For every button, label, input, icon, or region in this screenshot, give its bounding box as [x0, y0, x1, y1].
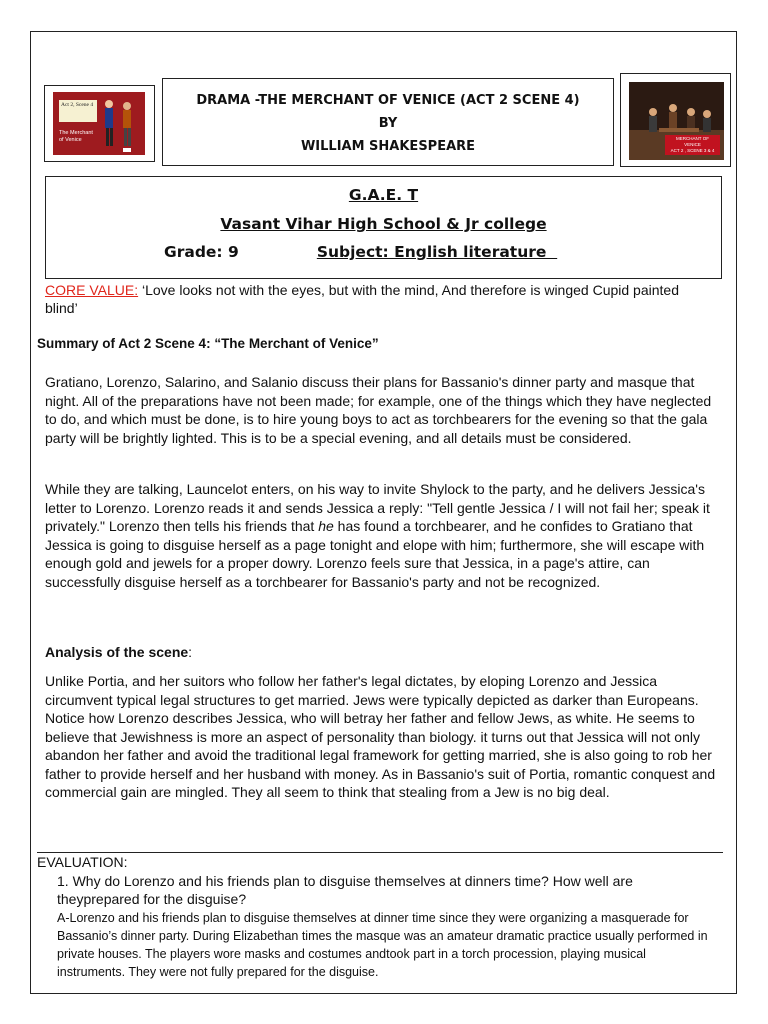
core-value	[45, 281, 715, 317]
evaluation-question: 1. Why do Lorenzo and his friends plan to disguise themselves at dinners time? How well are theyprepared for the disguise?	[57, 873, 633, 907]
summary-paragraph-2-part-b: has found a torchbearer, and he confides to Gratiano that Jessica is going to disguise herself as a page tonight and elope with him; furthermore, she will escape with enough gold and jewels for a proper dowry. Lorenzo feels sure that Jessica, in a page's attire, can successfully disguise herself as a torchbearer for Bassanio's party and not be recognized.	[45, 518, 705, 590]
right-stage-art	[629, 82, 724, 160]
drama-title: DRAMA -THE MERCHANT OF VENICE (ACT 2 SCENE 4)	[196, 93, 580, 108]
by-line: BY	[378, 116, 398, 131]
school-acronym: G.A.E. T	[348, 186, 419, 204]
analysis-heading-text: Analysis of the scene	[45, 644, 189, 660]
left-cover-title-line2: of Venice	[59, 137, 82, 143]
core-value-label: CORE VALUE:	[45, 282, 139, 298]
figures-illustration	[53, 92, 145, 155]
school-info-box	[45, 176, 722, 279]
left-cover-image	[44, 85, 155, 162]
grade-label: Grade: 9	[164, 243, 239, 261]
evaluation-answer: A-Lorenzo and his friends plan to disguise themselves at dinner time since they were organizing a masquerade for Bassanio’s dinner party. During Elizabethan times the masque was an amateur dramatic practice usually performed in private houses. The players wore masks and costumes andtook part in a torch procession, playing musical instruments. They were not fully prepared for the disguise.	[57, 911, 708, 979]
summary-heading: Summary of Act 2 Scene 4: “The Merchant of Venice”	[37, 336, 379, 351]
summary-paragraph-2	[45, 480, 725, 591]
summary-paragraph-2-part-a: While they are talking, Launcelot enters, on his way to invite Shylock to the party, and he delivers Jessica's letter to Lorenzo. Lorenzo reads it and sends Jessica a reply: "Tell gentle Jessica / I will not fail her; speak it privately." Lorenzo then tells his friends that	[45, 481, 710, 534]
title-box	[162, 78, 614, 166]
author-name: WILLIAM SHAKESPEARE	[300, 139, 476, 154]
analysis-paragraph: Unlike Portia, and her suitors who follow her father's legal dictates, by eloping Lorenzo and Jessica circumvent typical legal structures to get married. Jews were typically depicted as darker than Europeans. Notice how Lorenzo describes Jessica, who will betray her father and fellow Jews, as white. He seems to believe that Jewishness is more an aspect of personality than biology. it turns out that Jessica will not only abandon her father and avoid the traditional legal framework for getting married, she is also going to rob her father to provide herself and her husband with money. As in Bassanio's suit of Portia, romantic conquest and commercial gain are mingled. They all seem to think that stealing from a Jew is no big deal.	[45, 673, 716, 800]
school-name: Vasant Vihar High School & Jr college	[220, 215, 547, 233]
grade-subject-row	[164, 243, 557, 261]
right-stage-image	[620, 73, 731, 167]
section-divider	[37, 852, 723, 853]
left-cover-art	[53, 92, 145, 155]
evaluation-label: EVALUATION:	[37, 854, 128, 870]
analysis-heading-colon: :	[188, 644, 193, 660]
stage-image-caption	[665, 135, 720, 155]
sticky-note-text: Act 2, Scene 4	[61, 102, 94, 108]
analysis-heading	[45, 644, 192, 660]
summary-paragraph-1: Gratiano, Lorenzo, Salarino, and Salanio discuss their plans for Bassanio's dinner party and masque that night. All of the preparations have not been made; for example, one of the things which they have neglected to do, and which must be done, is to hire young boys to act as torchbearers for the evening so that the gala party will be brightly lighted. This is to be a special evening, and all details must be considered.	[45, 374, 712, 446]
summary-paragraph-2-emphasis: he	[318, 518, 334, 534]
stage-caption-line1: MERCHANT OF VENICE	[676, 136, 709, 147]
left-cover-title-line1: The Merchant	[59, 130, 93, 136]
subject-label: Subject: English literature	[316, 243, 558, 261]
stage-caption-line2: ACT 2 , SCENE 3 & 4	[670, 148, 715, 153]
core-value-quote: ‘Love looks not with the eyes, but with the mind, And therefore is winged Cupid painted blind’	[45, 282, 679, 316]
